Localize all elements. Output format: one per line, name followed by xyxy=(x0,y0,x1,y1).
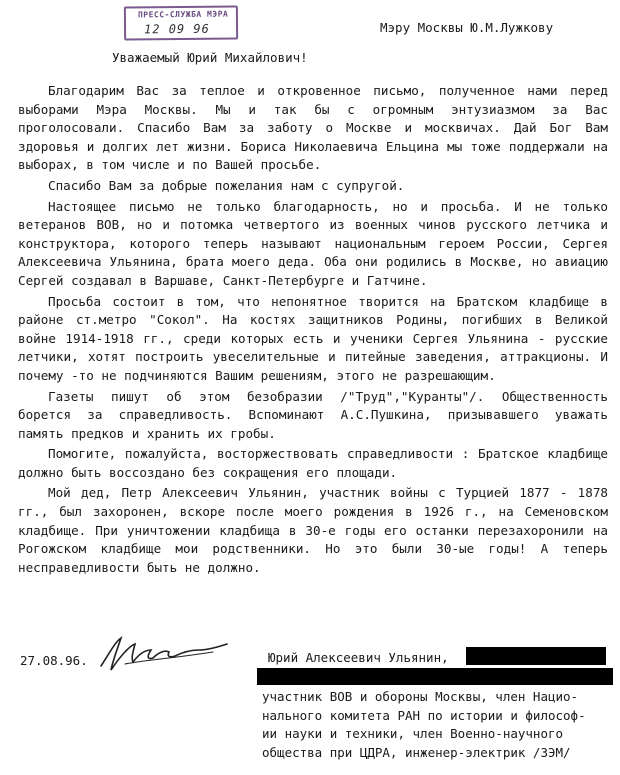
paragraph-request-intro: Настоящее письмо не только благодарность, но и просьба. И не только ветеранов ВОВ, но и потомка четвертого из военных чинов русского летчика и конструктора, которого теперь называют национальным героем России, Сергея Алексеевича Ульянина, брата моего деда. Оба они родились в Москве, но авиацию Сергей создавал в Варшаве, Санкт-Петербурге и Гатчине. xyxy=(18,198,608,288)
letter-body xyxy=(18,82,608,577)
registration-stamp xyxy=(124,6,238,41)
credentials-line: ии науки и техники, член Военно-научного xyxy=(262,726,564,741)
addressee: Мэру Москвы Ю.М.Лужкову xyxy=(380,20,554,35)
signature-date: 27.08.96. xyxy=(20,653,88,668)
paragraph-plea: Помогите, пожалуйста, восторжествовать справедливости : Братское кладбище должно быть воссоздано без сокращения его площади. xyxy=(18,446,608,480)
stamp-date: 12 09 96 xyxy=(143,21,210,37)
credentials-line: общества при ЦДРА, инженер-электрик /ЗЭМ/ xyxy=(262,744,571,760)
handwritten-signature xyxy=(95,632,235,674)
credentials-line: нального комитета РАН по истории и философ- xyxy=(262,707,586,723)
salutation: Уважаемый Юрий Михайлович! xyxy=(112,50,308,65)
credentials-line: участник ВОВ и обороны Москвы, член Нацио- xyxy=(262,689,579,704)
signer-credentials xyxy=(262,688,614,762)
paragraph-wishes: Спасибо Вам за добрые пожелания нам с супругой. xyxy=(48,177,405,193)
paragraph-request-cemetery: Просьба состоит в том, что непонятное творится на Братском кладбище в районе ст.метро "Сокол". На костях защитников Родины, погибших в Великой войне 1914-1918 гг., среди которых есть и ученики Сергея Ульянина - русские летчики, хотят построить увеселительные и питейные заведения, аттракционы. И почему -то не подчиняются Вашим решениям, этого не разрешающим. xyxy=(18,293,608,383)
paragraph-grandfather: Мой дед, Петр Алексеевич Ульянин, участник войны с Турцией 1877 - 1878 гг., был захоронен, вскоре после моего рождения в 1926 г., на Семеновском кладбище. При уничтожении кладбища в 30-е годы его останки перезахоронили на Рогожском кладбище мои родственники. Но это были 30-ые годы! А теперь несправедливости быть не должно. xyxy=(18,485,608,575)
stamp-org: ПРЕСС-СЛУЖБА МЭРА xyxy=(137,9,229,20)
redaction-bar xyxy=(466,647,606,665)
paragraph-thanks: Благодарим Вас за теплое и откровенное письмо, полученное нами перед выборами Мэра Москвы. Мы и так бы с огромным энтузиазмом за Вас проголосовали. Спасибо Вам за заботу о Москве и москвичах. Дай Бог Вам здоровья и долгих лет жизни. Бориса Николаевича Ельцина мы тоже поддержали на выборах, в том числе и по Вашей просьбе. xyxy=(18,83,608,173)
paragraph-newspapers: Газеты пишут об этом безобразии /"Труд","Куранты"/. Общественность борется за справедливость. Вспоминают А.С.Пушкина, призывавшего уважать память предков и хранить их гробы. xyxy=(18,388,608,441)
redaction-bar xyxy=(257,668,613,685)
signer-name: Юрий Алексеевич Ульянин, xyxy=(268,650,449,665)
